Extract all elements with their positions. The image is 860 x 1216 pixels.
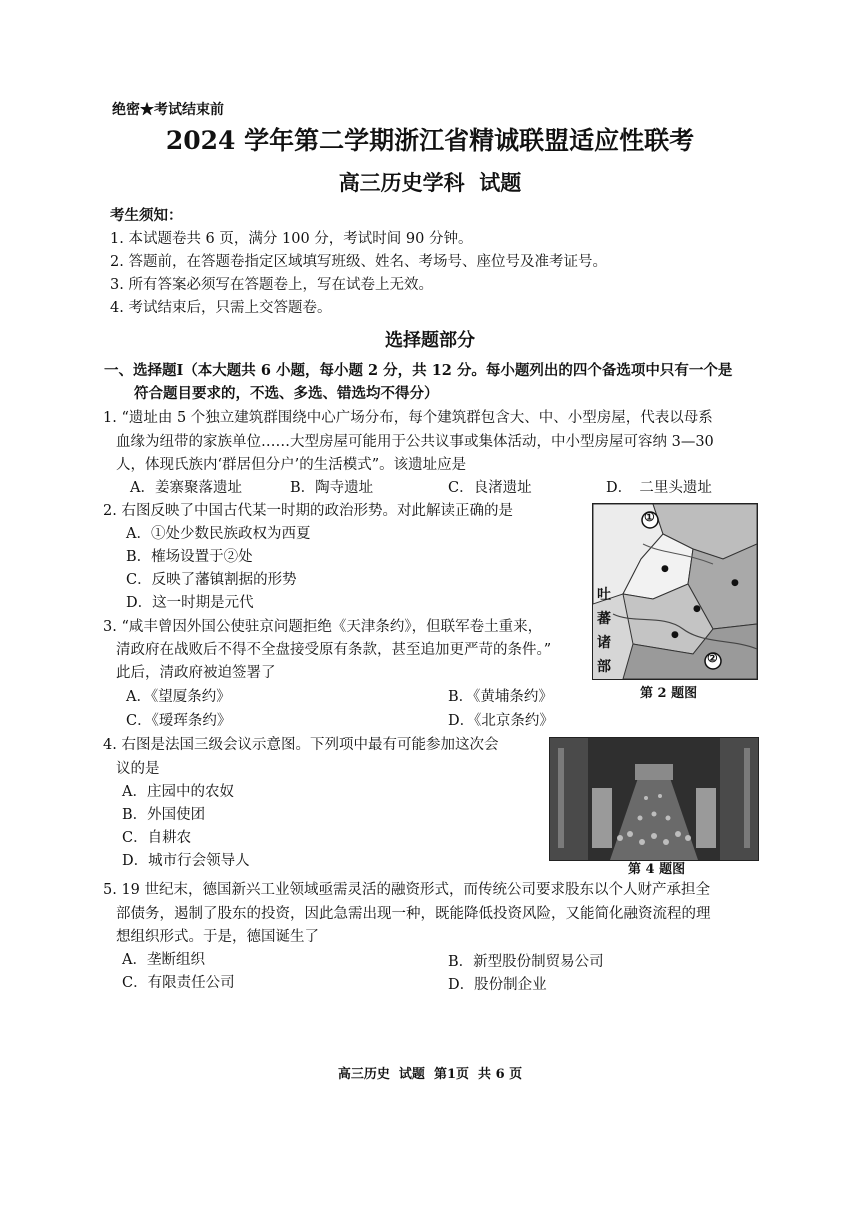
hall-illustration [550, 738, 758, 860]
notice-item: 4. 考试结束后，只需上交答题卷。 [110, 300, 332, 316]
q3-option-d: D．《北京条约》 [448, 713, 554, 729]
q4-caption: 第 4 题图 [628, 862, 686, 877]
page-footer: 高三历史 试题 第1页 共 6 页 [337, 1067, 523, 1082]
q5-option-d: D．股份制企业 [448, 977, 547, 993]
map-label: 诸 [597, 635, 611, 651]
map-city-dot: ● [671, 630, 679, 640]
notice-heading: 考生须知： [110, 207, 183, 224]
q3-option-b: B．《黄埔条约》 [448, 689, 553, 705]
section-instruction: 一、选择题Ⅰ（本大题共 6 小题，每小题 2 分，共 12 分。每小题列出的四个备选项中只有一个是 [104, 362, 733, 379]
q4-stem: 4. 右图是法国三级会议示意图。下列项中最有可能参加这次会 [103, 737, 499, 753]
q3-option-a: A．《望厦条约》 [126, 689, 231, 705]
q1-stem: 血缘为纽带的家族单位……大型房屋可能用于公共议事或集体活动，中小型房屋可容纳 3—30 [116, 434, 714, 450]
q4-option-b: B．外国使团 [122, 807, 206, 823]
map-city-dot: ● [693, 604, 701, 614]
q1-option-a: A．姜寨聚落遗址 [130, 480, 242, 496]
q1-option-c: C．良渚遗址 [448, 480, 532, 496]
q2-caption: 第 2 题图 [640, 686, 698, 701]
map-illustration [593, 504, 757, 679]
q4-estates-general-image [549, 737, 759, 861]
q4-stem: 议的是 [116, 761, 160, 777]
q1-option-d: D． 二里头遗址 [606, 480, 712, 496]
q3-option-c: C．《瑷珲条约》 [126, 713, 232, 729]
q1-option-b: B．陶寺遗址 [290, 480, 374, 496]
q5-option-c: C．有限责任公司 [122, 975, 235, 991]
q2-map-figure [592, 503, 758, 680]
notice-item: 3. 所有答案必须写在答题卷上，写在试卷上无效。 [110, 277, 433, 293]
q3-stem: 3. “咸丰曾因外国公使驻京问题拒绝《天津条约》，但联军卷土重来， [103, 619, 543, 635]
q5-option-a: A．垄断组织 [122, 952, 205, 968]
section-title: 选择题部分 [385, 330, 475, 351]
q3-stem: 此后，清政府被迫签署了 [116, 665, 276, 681]
q2-option-d: D．这一时期是元代 [126, 595, 254, 611]
q5-stem: 想组织形式。于是，德国诞生了 [116, 929, 319, 945]
map-marker-2: ② [707, 651, 718, 665]
q4-option-a: A．庄园中的农奴 [122, 784, 234, 800]
q2-stem: 2. 右图反映了中国古代某一时期的政治形势。对此解读正确的是 [103, 503, 513, 519]
confidential-label: 绝密★考试结束前 [112, 102, 224, 118]
map-marker-1: ① [644, 510, 655, 524]
q5-stem: 5. 19 世纪末，德国新兴工业领域亟需灵活的融资形式，而传统公司要求股东以个人财产承担全 [103, 882, 710, 898]
map-city-dot: ● [731, 578, 739, 588]
q4-option-c: C．自耕农 [122, 830, 192, 846]
notice-item: 2. 答题前，在答题卷指定区域填写班级、姓名、考场号、座位号及准考证号。 [110, 254, 607, 270]
map-label: 蕃 [597, 611, 611, 627]
exam-subtitle: 高三历史学科 试题 [338, 170, 522, 195]
q2-option-c: C．反映了藩镇割据的形势 [126, 572, 297, 588]
map-label: 吐 [597, 587, 611, 603]
map-label: 部 [597, 659, 611, 675]
q2-option-a: A．①处少数民族政权为西夏 [126, 526, 311, 542]
q5-option-b: B．新型股份制贸易公司 [448, 954, 604, 970]
q1-stem: 人，体现氏族内‘群居但分户’的生活模式”。该遗址应是 [116, 457, 467, 473]
notice-item: 1. 本试题卷共 6 页，满分 100 分，考试时间 90 分钟。 [110, 231, 473, 247]
q2-option-b: B．榷场设置于②处 [126, 549, 253, 565]
q4-option-d: D．城市行会领导人 [122, 853, 250, 869]
section-instruction: 符合题目要求的，不选、多选、错选均不得分） [134, 385, 439, 402]
q3-stem: 清政府在战败后不得不全盘接受原有条款，甚至追加更严苛的条件。” [116, 642, 552, 658]
map-city-dot: ● [661, 564, 669, 574]
exam-title: 2024 学年第二学期浙江省精诚联盟适应性联考 [165, 126, 695, 155]
q5-stem: 部债务，遏制了股东的投资，因此急需出现一种，既能降低投资风险，又能简化融资流程的理 [116, 906, 711, 922]
q1-stem: 1. “遗址由 5 个独立建筑群围绕中心广场分布，每个建筑群包含大、中、小型房屋，代表以母系 [103, 410, 713, 426]
